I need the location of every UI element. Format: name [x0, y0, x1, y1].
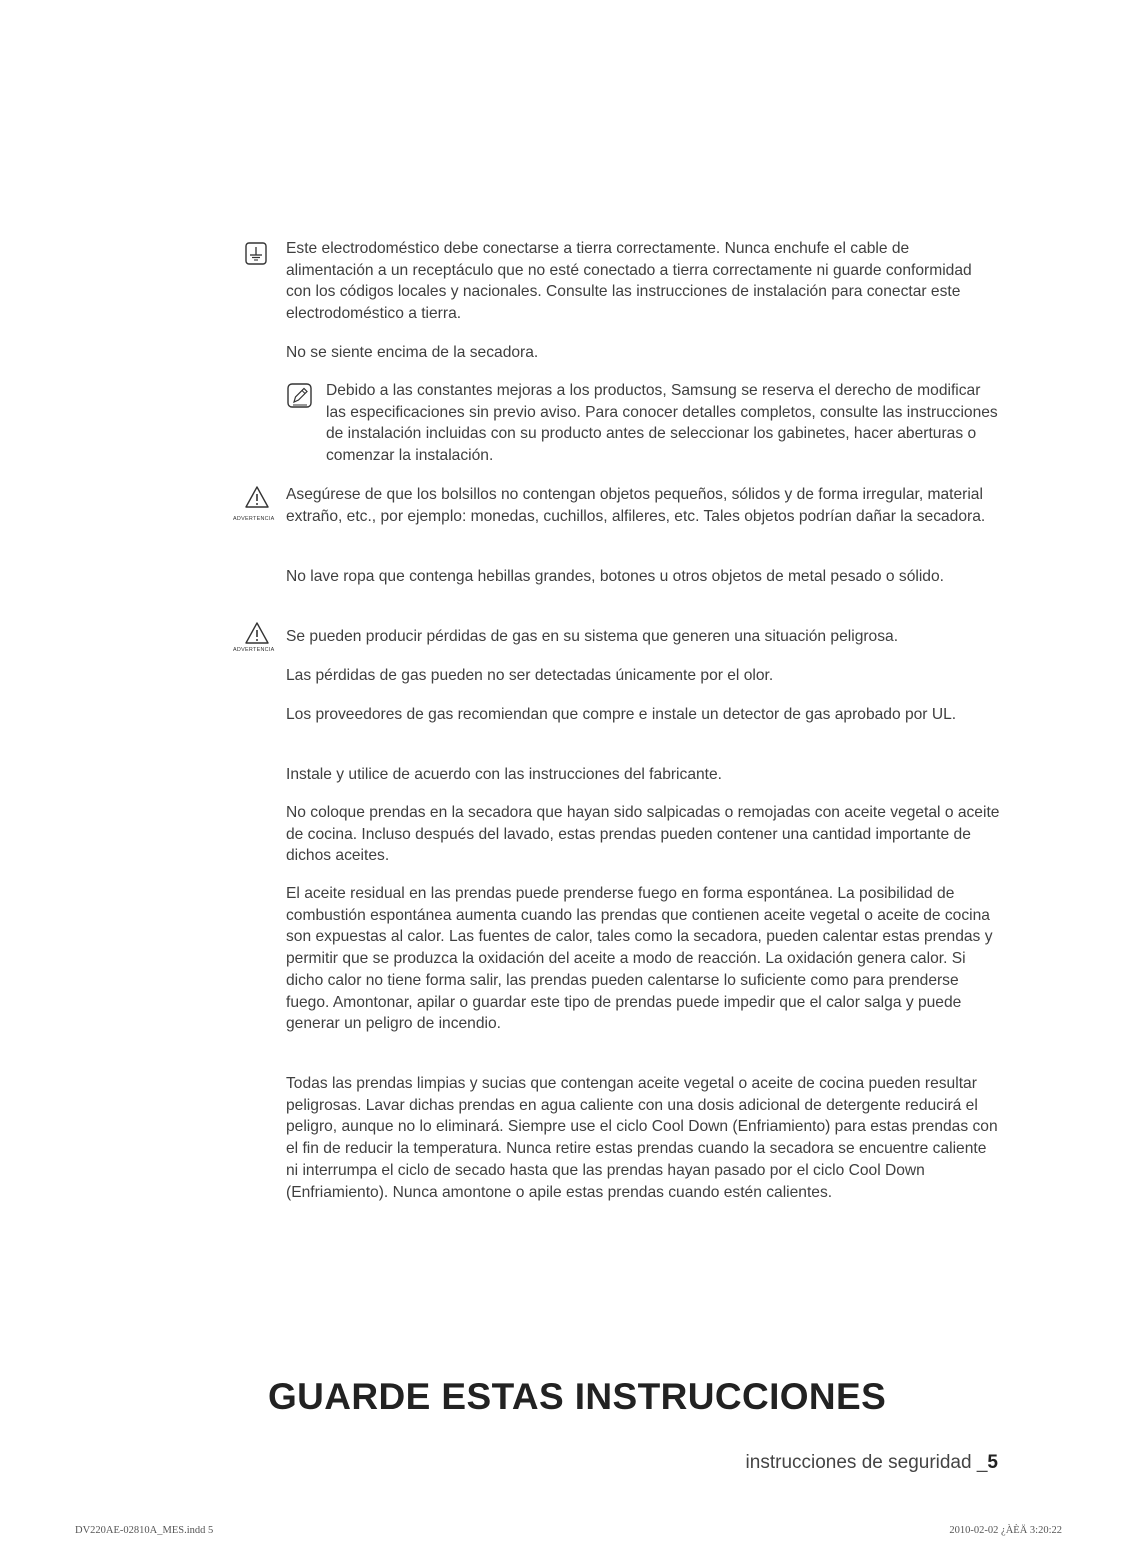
print-file-info: DV220AE-02810A_MES.indd 5 — [75, 1525, 214, 1536]
cool-down-paragraph: Todas las prendas limpias y sucias que contengan aceite vegetal o aceite de cocina pueden resultar peligrosas. Lavar dichas prendas en agua caliente con una dosis adicional de detergente reducirá el peligro, aunque no lo eliminará. Siempre use el ciclo Cool Down (Enfriamiento) para estas prendas con el fin de reducir la temperatura. Nunca retire estas prendas cuando la secadora se encuentre caliente ni interrumpa el ciclo de secado hasta que las prendas hayan pasado por el ciclo Cool Down (Enfriamiento). Nunca amontone o apile estas prendas cuando estén calientes. — [286, 1075, 998, 1201]
warning-label: ADVERTENCIA — [233, 647, 275, 653]
buckles-paragraph: No lave ropa que contenga hebillas grandes, botones u otros objetos de metal pesado o sólido. — [286, 568, 944, 585]
print-date-info: 2010-02-02 ¿ÀÈÄ 3:20:22 — [949, 1525, 1062, 1536]
note-icon — [285, 381, 315, 411]
gas-leak-paragraph: Se pueden producir pérdidas de gas en su sistema que generen una situación peligrosa. — [286, 628, 899, 645]
oil-clothes-paragraph: No coloque prendas en la secadora que hayan sido salpicadas o remojadas con aceite vegetal o aceite de cocina. Incluso después del lavado, estas prendas pueden contener una cantidad importante de dichos aceites. — [286, 804, 1000, 865]
ground-icon — [244, 241, 268, 267]
no-sit-paragraph: No se siente encima de la secadora. — [286, 344, 539, 361]
page-title: GUARDE ESTAS INSTRUCCIONES — [268, 1376, 887, 1417]
footer-section: instrucciones de seguridad _ — [745, 1452, 988, 1473]
gas-detector-paragraph: Los proveedores de gas recomiendan que compre e instale un detector de gas aprobado por UL. — [286, 706, 957, 723]
gas-smell-paragraph: Las pérdidas de gas pueden no ser detectadas únicamente por el olor. — [286, 667, 774, 684]
pockets-paragraph: Asegúrese de que los bolsillos no contengan objetos pequeños, sólidos y de forma irregular, material extraño, etc., por ejemplo: monedas, cuchillos, alfileres, etc. Tales objetos podrían dañar la secadora. — [286, 486, 986, 525]
residual-oil-paragraph: El aceite residual en las prendas puede prenderse fuego en forma espontánea. La posibilidad de combustión espontánea aumenta cuando las prendas que contienen aceite vegetal o aceite de cocina son expuestas al calor. Las fuentes de calor, tales como la secadora, pueden calentar estas prendas y permitir que se produzca la oxidación del aceite a modo de reacción. La oxidación genera calor. Si dicho calor no tiene forma salir, las prendas pueden calentarse lo suficiente como para prenderse fuego. Amontonar, apilar o guardar este tipo de prendas puede impedir que el calor salga y puede generar un peligro de incendio. — [286, 885, 993, 1033]
page-number: 5 — [987, 1452, 998, 1473]
note-paragraph: Debido a las constantes mejoras a los productos, Samsung se reserva el derecho de modificar las especificaciones sin previo aviso. Para conocer detalles completos, consulte las instrucciones de instalación incluidas con su producto antes de seleccionar los gabinetes, hacer aberturas o comenzar la instalación. — [326, 382, 998, 465]
warning-label: ADVERTENCIA — [233, 516, 275, 522]
page-footer — [746, 1452, 998, 1474]
warning-icon — [244, 621, 270, 645]
install-paragraph: Instale y utilice de acuerdo con las instrucciones del fabricante. — [286, 766, 723, 783]
warning-icon — [244, 485, 270, 509]
ground-paragraph: Este electrodoméstico debe conectarse a tierra correctamente. Nunca enchufe el cable de alimentación a un receptáculo que no esté conectado a tierra correctamente ni guarde conformidad con los códigos locales y nacionales. Consulte las instrucciones de instalación para conectar este electrodoméstico a tierra. — [286, 240, 972, 323]
